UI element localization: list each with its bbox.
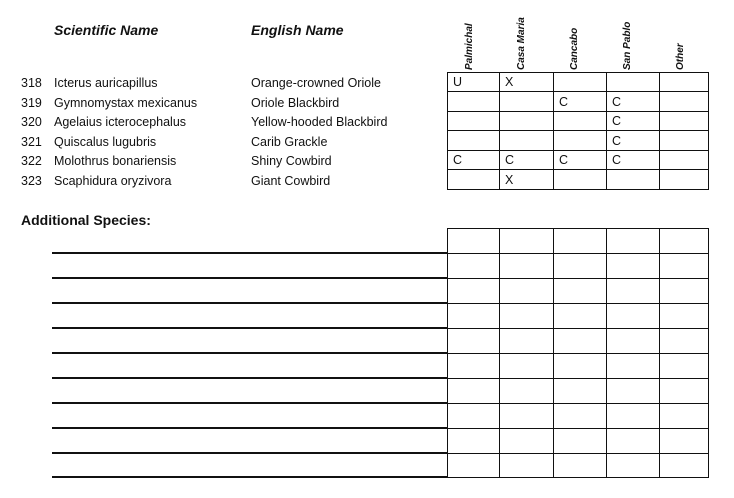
species-number: 319 xyxy=(21,96,42,110)
grid-row xyxy=(448,254,709,279)
write-in-line[interactable] xyxy=(52,402,448,404)
mark-cell[interactable]: C xyxy=(500,151,554,170)
mark-cell[interactable]: C xyxy=(607,151,660,170)
grid-row xyxy=(448,354,709,379)
species-row xyxy=(0,73,446,93)
mark-cell[interactable] xyxy=(660,229,709,254)
grid-row xyxy=(448,379,709,404)
site-label-cancabo: Cancabo xyxy=(569,27,580,70)
additional-species-grid xyxy=(447,228,709,478)
mark-cell[interactable]: C xyxy=(554,151,607,170)
mark-cell[interactable] xyxy=(554,254,607,279)
mark-cell[interactable] xyxy=(448,429,500,454)
mark-cell[interactable] xyxy=(448,454,500,478)
species-english-name: Oriole Blackbird xyxy=(251,96,340,110)
mark-cell[interactable] xyxy=(448,354,500,379)
grid-row xyxy=(448,229,709,254)
mark-cell[interactable] xyxy=(500,279,554,304)
mark-cell[interactable] xyxy=(554,404,607,429)
site-label-other: Other xyxy=(675,43,686,70)
mark-cell[interactable] xyxy=(448,279,500,304)
mark-cell[interactable] xyxy=(607,279,660,304)
mark-cell[interactable] xyxy=(448,131,500,151)
mark-cell[interactable] xyxy=(660,151,709,170)
mark-cell[interactable] xyxy=(660,170,709,190)
site-label-san-pablo: San Pablo xyxy=(622,21,633,70)
write-in-line[interactable] xyxy=(52,352,448,354)
mark-cell[interactable] xyxy=(607,404,660,429)
mark-cell[interactable] xyxy=(660,92,709,112)
mark-cell[interactable] xyxy=(554,170,607,190)
species-scientific-name: Agelaius icterocephalus xyxy=(54,115,187,129)
grid-row xyxy=(448,92,709,112)
species-english-name: Carib Grackle xyxy=(251,135,328,149)
grid-row xyxy=(448,429,709,454)
species-english-name: Orange-crowned Oriole xyxy=(251,76,381,90)
mark-cell[interactable] xyxy=(660,73,709,92)
mark-cell[interactable] xyxy=(554,354,607,379)
mark-cell[interactable] xyxy=(660,279,709,304)
species-english-name: Shiny Cowbird xyxy=(251,154,332,168)
mark-cell[interactable] xyxy=(660,131,709,151)
site-label-casa-maria: Casa Maria xyxy=(516,17,527,70)
species-row xyxy=(0,112,446,132)
mark-cell[interactable]: C xyxy=(607,112,660,131)
mark-cell[interactable] xyxy=(660,304,709,329)
mark-cell[interactable] xyxy=(500,131,554,151)
mark-cell[interactable] xyxy=(607,329,660,354)
grid-row xyxy=(448,151,709,170)
species-scientific-name: Quiscalus lugubris xyxy=(54,135,157,149)
mark-cell[interactable] xyxy=(448,304,500,329)
mark-cell[interactable] xyxy=(554,329,607,354)
mark-cell[interactable] xyxy=(500,379,554,404)
grid-row xyxy=(448,329,709,354)
species-number: 318 xyxy=(21,76,42,90)
write-in-line[interactable] xyxy=(52,302,448,304)
mark-cell[interactable] xyxy=(554,429,607,454)
mark-cell[interactable] xyxy=(500,454,554,478)
mark-cell[interactable]: C xyxy=(607,131,660,151)
mark-cell[interactable] xyxy=(554,279,607,304)
write-in-line[interactable] xyxy=(52,327,448,329)
mark-cell[interactable] xyxy=(660,112,709,131)
mark-cell[interactable] xyxy=(554,454,607,478)
write-in-line[interactable] xyxy=(52,377,448,379)
mark-cell[interactable] xyxy=(554,229,607,254)
mark-cell[interactable]: X xyxy=(500,73,554,92)
species-row xyxy=(0,171,446,191)
species-row xyxy=(0,151,446,171)
mark-cell[interactable] xyxy=(500,404,554,429)
mark-cell[interactable] xyxy=(500,229,554,254)
grid-row xyxy=(448,304,709,329)
english-name-header: English Name xyxy=(251,22,344,38)
write-in-line[interactable] xyxy=(52,452,448,454)
mark-cell[interactable] xyxy=(448,112,500,131)
mark-cell[interactable] xyxy=(500,112,554,131)
mark-cell[interactable] xyxy=(607,304,660,329)
mark-cell[interactable] xyxy=(448,404,500,429)
mark-cell[interactable] xyxy=(607,354,660,379)
mark-cell[interactable] xyxy=(500,354,554,379)
write-in-line[interactable] xyxy=(52,476,448,478)
additional-species-title: Additional Species: xyxy=(21,212,151,228)
mark-cell[interactable] xyxy=(500,92,554,112)
species-row xyxy=(0,132,446,152)
mark-cell[interactable] xyxy=(607,379,660,404)
mark-cell[interactable] xyxy=(607,254,660,279)
mark-cell[interactable] xyxy=(554,379,607,404)
grid-row xyxy=(448,279,709,304)
mark-cell[interactable]: U xyxy=(448,73,500,92)
mark-cell[interactable] xyxy=(500,254,554,279)
mark-cell[interactable] xyxy=(448,379,500,404)
species-site-grid xyxy=(447,72,709,190)
mark-cell[interactable] xyxy=(448,92,500,112)
mark-cell[interactable]: C xyxy=(607,92,660,112)
species-number: 320 xyxy=(21,115,42,129)
mark-cell[interactable] xyxy=(500,329,554,354)
mark-cell[interactable] xyxy=(607,73,660,92)
mark-cell[interactable] xyxy=(554,304,607,329)
species-english-name: Giant Cowbird xyxy=(251,174,331,188)
species-scientific-name: Molothrus bonariensis xyxy=(54,154,177,168)
species-scientific-name: Gymnomystax mexicanus xyxy=(54,96,198,110)
grid-row xyxy=(448,170,709,190)
species-number: 323 xyxy=(21,174,42,188)
species-number: 321 xyxy=(21,135,42,149)
mark-cell[interactable] xyxy=(660,254,709,279)
mark-cell[interactable]: X xyxy=(500,170,554,190)
mark-cell[interactable] xyxy=(448,170,500,190)
grid-row xyxy=(448,112,709,131)
mark-cell[interactable] xyxy=(607,454,660,478)
scientific-name-header: Scientific Name xyxy=(54,22,159,38)
mark-cell[interactable] xyxy=(554,131,607,151)
mark-cell[interactable] xyxy=(660,354,709,379)
species-number: 322 xyxy=(21,154,42,168)
mark-cell[interactable] xyxy=(554,73,607,92)
mark-cell[interactable] xyxy=(500,429,554,454)
mark-cell[interactable] xyxy=(500,304,554,329)
mark-cell[interactable] xyxy=(660,404,709,429)
write-in-line[interactable] xyxy=(52,427,448,429)
mark-cell[interactable] xyxy=(660,454,709,478)
mark-cell[interactable]: C xyxy=(554,92,607,112)
grid-row xyxy=(448,454,709,478)
species-row xyxy=(0,93,446,113)
species-scientific-name: Scaphidura oryzivora xyxy=(54,174,172,188)
mark-cell[interactable] xyxy=(448,229,500,254)
mark-cell[interactable] xyxy=(660,329,709,354)
mark-cell[interactable] xyxy=(607,229,660,254)
mark-cell[interactable] xyxy=(660,429,709,454)
species-scientific-name: Icterus auricapillus xyxy=(54,76,158,90)
grid-row xyxy=(448,73,709,92)
mark-cell[interactable] xyxy=(448,329,500,354)
write-in-line[interactable] xyxy=(52,252,448,254)
site-label-palmichal: Palmichal xyxy=(464,23,475,70)
mark-cell[interactable] xyxy=(607,429,660,454)
species-english-name: Yellow-hooded Blackbird xyxy=(251,115,388,129)
grid-row xyxy=(448,131,709,151)
write-in-line[interactable] xyxy=(52,277,448,279)
mark-cell[interactable] xyxy=(660,379,709,404)
mark-cell[interactable]: C xyxy=(448,151,500,170)
mark-cell[interactable] xyxy=(554,112,607,131)
mark-cell[interactable] xyxy=(448,254,500,279)
mark-cell[interactable] xyxy=(607,170,660,190)
grid-row xyxy=(448,404,709,429)
